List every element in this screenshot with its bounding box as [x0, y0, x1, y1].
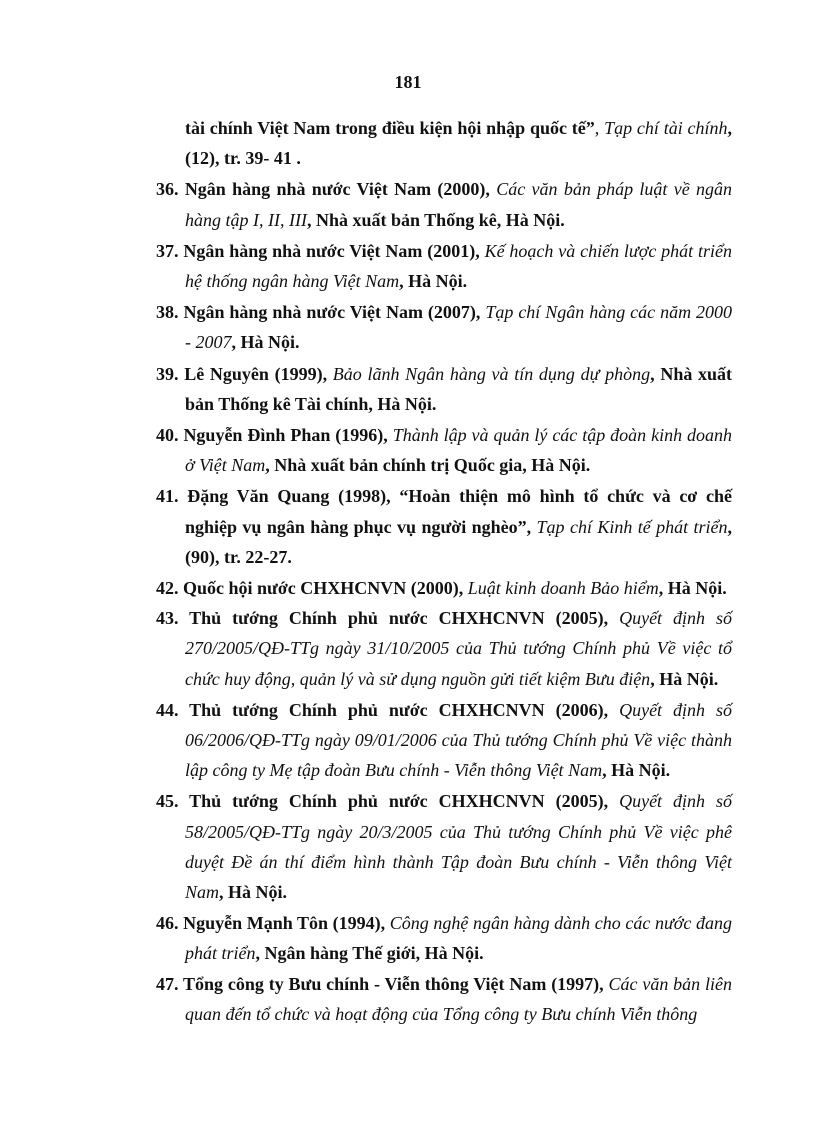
reference-item-45: [156, 786, 732, 907]
ref-text: , Hà Nội.: [399, 271, 468, 292]
reference-item-36: [156, 174, 732, 234]
reference-item-44: [156, 695, 732, 786]
reference-item-39: [156, 359, 732, 419]
ref-text: , Hà Nội.: [658, 577, 727, 598]
ref-text: Ngân hàng nhà nước Việt Nam (2001),: [183, 240, 485, 261]
ref-text: Thủ tướng Chính phủ nước CHXHCNVN (2005),: [189, 608, 620, 629]
ref-number: 47.: [156, 974, 179, 995]
ref-text: , Nhà xuất bản chính trị Quốc gia, Hà Nội.: [265, 455, 591, 476]
ref-number: 46.: [156, 913, 179, 934]
ref-text: Ngân hàng nhà nước Việt Nam (2000),: [184, 179, 497, 200]
ref-text: Ngân hàng nhà nước Việt Nam (2007),: [183, 302, 486, 323]
reference-item-continued: [156, 113, 732, 173]
ref-text: Lê Nguyên (1999),: [184, 363, 333, 384]
ref-number: 42.: [156, 577, 179, 598]
ref-journal: , Tạp chí tài chính: [594, 118, 728, 138]
ref-journal: Tạp chí Kinh tế phát triển: [536, 516, 728, 537]
ref-text: , Hà Nội.: [650, 668, 719, 689]
ref-title: Luật kinh doanh Bảo hiểm: [467, 577, 659, 598]
reference-list: [156, 113, 732, 1030]
reference-item-38: [156, 297, 732, 357]
reference-item-47: [156, 969, 732, 1029]
ref-text: , Nhà xuất bản Thống kê Tài chính, Hà Nội.: [185, 363, 733, 414]
ref-text: Nguyễn Đình Phan (1996),: [183, 425, 393, 446]
ref-text: Quốc hội nước CHXHCNVN (2000),: [183, 577, 468, 598]
page-number: 181: [394, 72, 422, 92]
ref-title: Các văn bản liên quan đến tổ chức và hoạt động của Tổng công ty Bưu chính Viễn thông: [185, 974, 732, 1025]
ref-number: 37.: [156, 240, 179, 261]
reference-item-41: [156, 481, 732, 572]
ref-text: , Hà Nội.: [231, 332, 300, 353]
ref-text: Thủ tướng Chính phủ nước CHXHCNVN (2006),: [189, 699, 620, 720]
ref-text: , (90), tr. 22-27.: [185, 516, 733, 567]
ref-number: 36.: [156, 179, 179, 200]
ref-number: 39.: [156, 363, 179, 384]
reference-item-42: [156, 573, 732, 603]
ref-title: Bảo lãnh Ngân hàng và tín dụng dự phòng: [332, 363, 651, 384]
ref-text: , Nhà xuất bản Thống kê, Hà Nội.: [306, 209, 565, 230]
ref-title: Thành lập và quản lý các tập đoàn kinh doanh ở Việt Nam: [185, 425, 732, 476]
ref-title: Quyết định số 270/2005/QĐ-TTg ngày 31/10/2005 của Thủ tướng Chính phủ Về việc tổ chức huy động, quản lý và sử dụng nguồn gửi tiết kiệm Bưu điện: [185, 608, 733, 689]
ref-title: Công nghệ ngân hàng dành cho các nước đang phát triển: [185, 913, 732, 964]
ref-title: Quyết định số 58/2005/QĐ-TTg ngày 20/3/2005 của Thủ tướng Chính phủ Về việc phê duyệt Đề án thí điểm hình thành Tập đoàn Bưu chính - Viễn thông Việt Nam: [185, 791, 733, 903]
ref-text: Tổng công ty Bưu chính - Viễn thông Việt Nam (1997),: [183, 974, 609, 995]
reference-item-37: [156, 236, 732, 296]
ref-text: Nguyễn Mạnh Tôn (1994),: [183, 913, 390, 934]
ref-number: 40.: [156, 425, 179, 446]
ref-number: 45.: [156, 791, 179, 812]
ref-title: Tạp chí Ngân hàng các năm 2000 - 2007: [185, 302, 733, 353]
reference-item-46: [156, 908, 732, 968]
ref-number: 41.: [156, 486, 179, 507]
ref-text: tài chính Việt Nam trong điều kiện hội nhập quốc tế”: [185, 118, 595, 138]
ref-text: , Hà Nội.: [219, 882, 288, 903]
ref-text: Đặng Văn Quang (1998), “Hoàn thiện mô hình tổ chức và cơ chế nghiệp vụ ngân hàng phục vụ người nghèo”,: [185, 486, 732, 537]
ref-title: Các văn bản pháp luật về ngân hàng tập I, II, III: [185, 179, 733, 230]
ref-title: Quyết định số 06/2006/QĐ-TTg ngày 09/01/2006 của Thủ tướng Chính phủ Về việc thành lập công ty Mẹ tập đoàn Bưu chính - Viễn thông Việt Nam: [185, 699, 733, 781]
reference-item-40: [156, 420, 732, 480]
ref-text: Thủ tướng Chính phủ nước CHXHCNVN (2005),: [189, 791, 620, 812]
ref-text: , (12), tr. 39- 41 .: [185, 118, 732, 169]
ref-number: 38.: [156, 302, 179, 323]
ref-title: Kế hoạch và chiến lược phát triển hệ thống ngân hàng Việt Nam: [185, 240, 733, 292]
reference-item-43: [156, 603, 732, 694]
ref-number: 44.: [156, 699, 179, 720]
ref-text: , Ngân hàng Thế giới, Hà Nội.: [255, 943, 484, 964]
ref-text: , Hà Nội.: [602, 760, 671, 781]
ref-number: 43.: [156, 608, 179, 629]
